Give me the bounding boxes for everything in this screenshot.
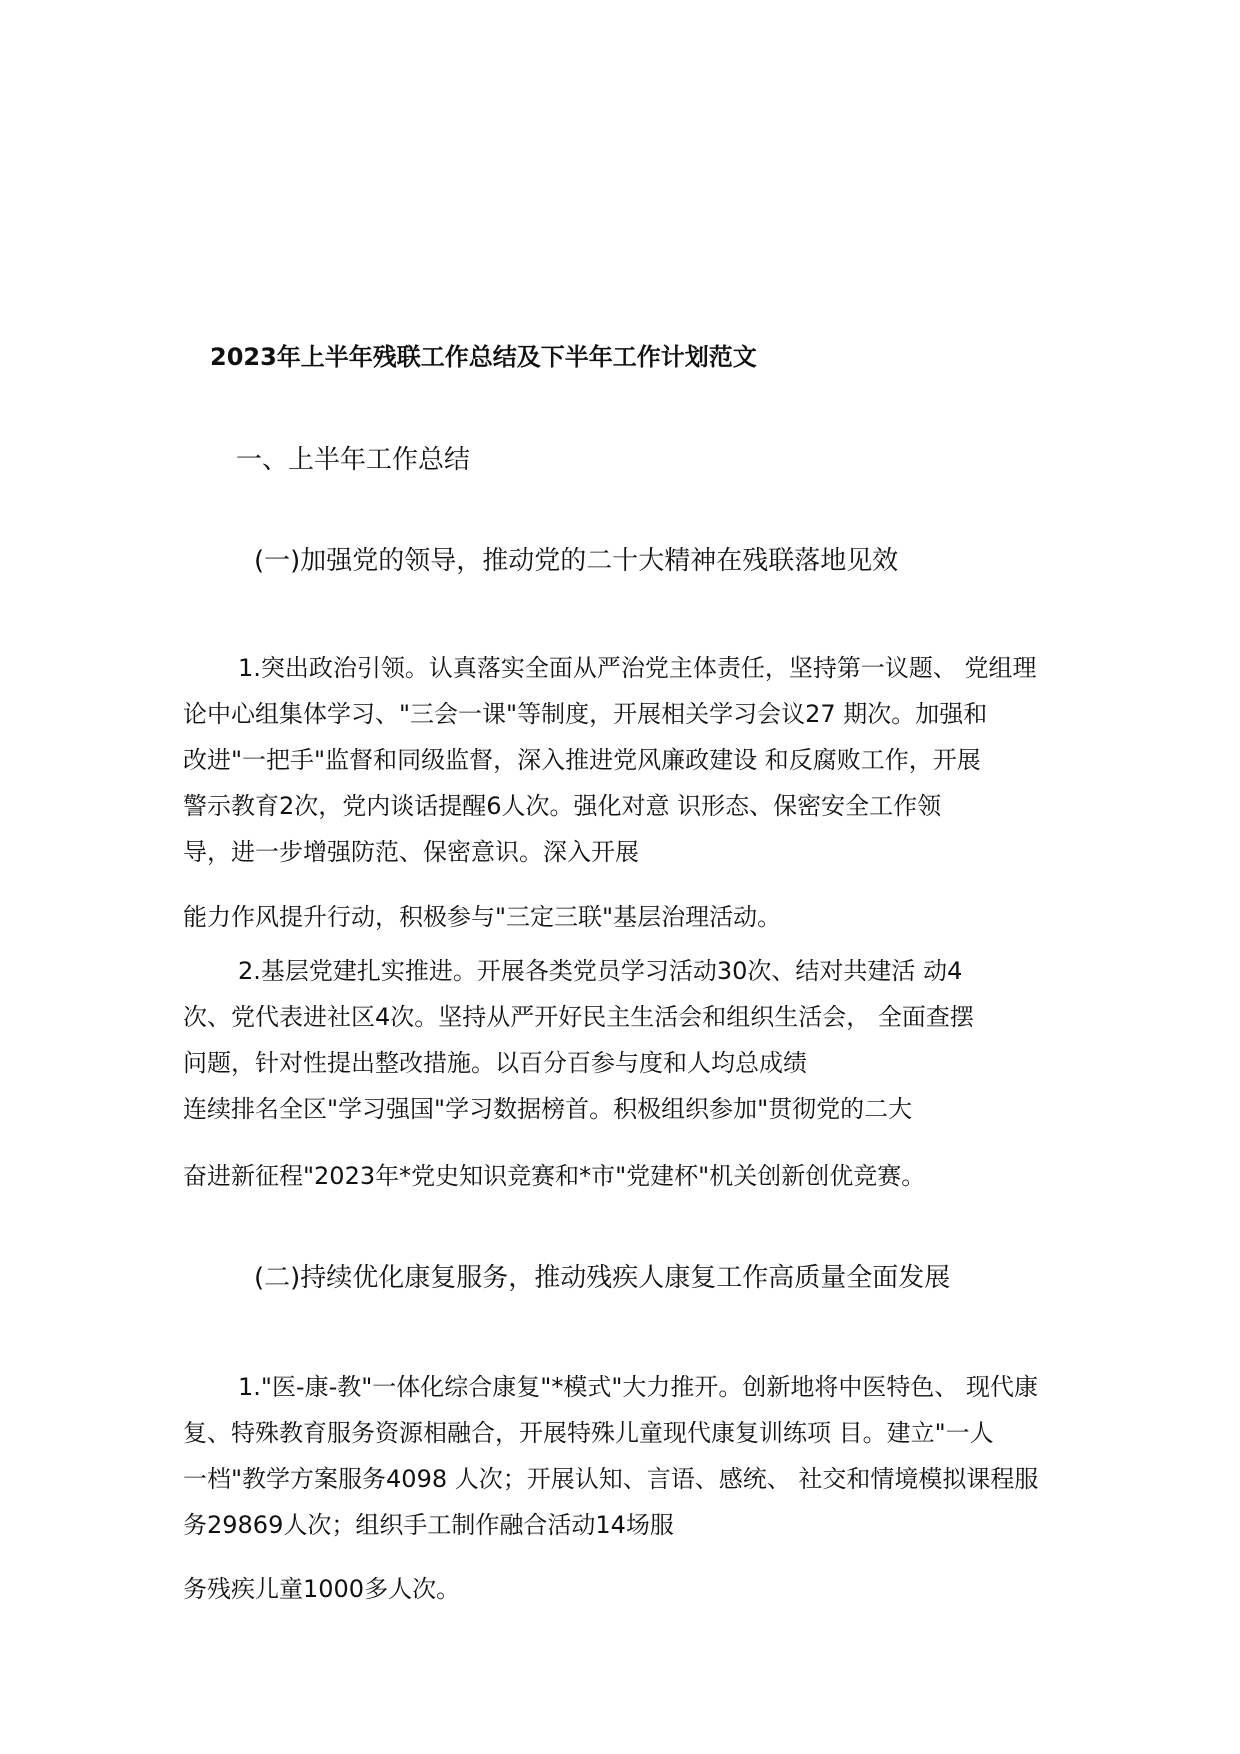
paragraph-line: 警示教育2次，党内谈话提醒6人次。强化对意 识形态、保密安全工作领: [183, 792, 942, 820]
paragraph-line: 一档"教学方案服务4098 人次；开展认知、言语、感统、 社交和情境模拟课程服: [183, 1465, 1039, 1493]
paragraph-line: 1."医-康-教"一体化综合康复"*模式"大力推开。创新地将中医特色、 现代康: [238, 1373, 1039, 1401]
paragraph-line: 改进"一把手"监督和同级监督，深入推进党风廉政建设 和反腐败工作，开展: [183, 746, 981, 774]
paragraph-line: 复、特殊教育服务资源相融合，开展特殊儿童现代康复训练项 目。建立"一人: [183, 1419, 994, 1447]
paragraph-line: 奋进新征程"2023年*党史知识竞赛和*市"党建杯"机关创新创优竞赛。: [183, 1162, 926, 1190]
paragraph-line: 务29869人次；组织手工制作融合活动14场服: [183, 1511, 674, 1539]
paragraph-line: 1.突出政治引领。认真落实全面从严治党主体责任，坚持第一议题、 党组理: [238, 654, 1037, 682]
paragraph-line: 论中心组集体学习、"三会一课"等制度，开展相关学习会议27 期次。加强和: [183, 700, 988, 728]
paragraph-line: 务残疾儿童1000多人次。: [183, 1575, 461, 1603]
paragraph-line: 连续排名全区"学习强国"学习数据榜首。积极组织参加"贯彻党的二大: [183, 1095, 913, 1123]
paragraph-line: 能力作风提升行动，积极参与"三定三联"基层治理活动。: [183, 903, 782, 931]
paragraph-line: 问题，针对性提出整改措施。以百分百参与度和人均总成绩: [183, 1049, 807, 1077]
paragraph-line: 2.基层党建扎实推进。开展各类党员学习活动30次、结对共建活 动4: [238, 957, 963, 985]
paragraph-line: 导，进一步增强防范、保密意识。深入开展: [183, 838, 639, 866]
paragraph-line: 次、党代表进社区4次。坚持从严开好民主生活会和组织生活会， 全面查摆: [183, 1003, 974, 1031]
document-title: 2023年上半年残联工作总结及下半年工作计划范文: [210, 343, 757, 371]
subsection-heading: (一)加强党的领导，推动党的二十大精神在残联落地见效: [254, 546, 899, 576]
subsection-heading: (二)持续优化康复服务，推动残疾人康复工作高质量全面发展: [254, 1263, 951, 1293]
section-heading: 一、上半年工作总结: [236, 445, 471, 475]
